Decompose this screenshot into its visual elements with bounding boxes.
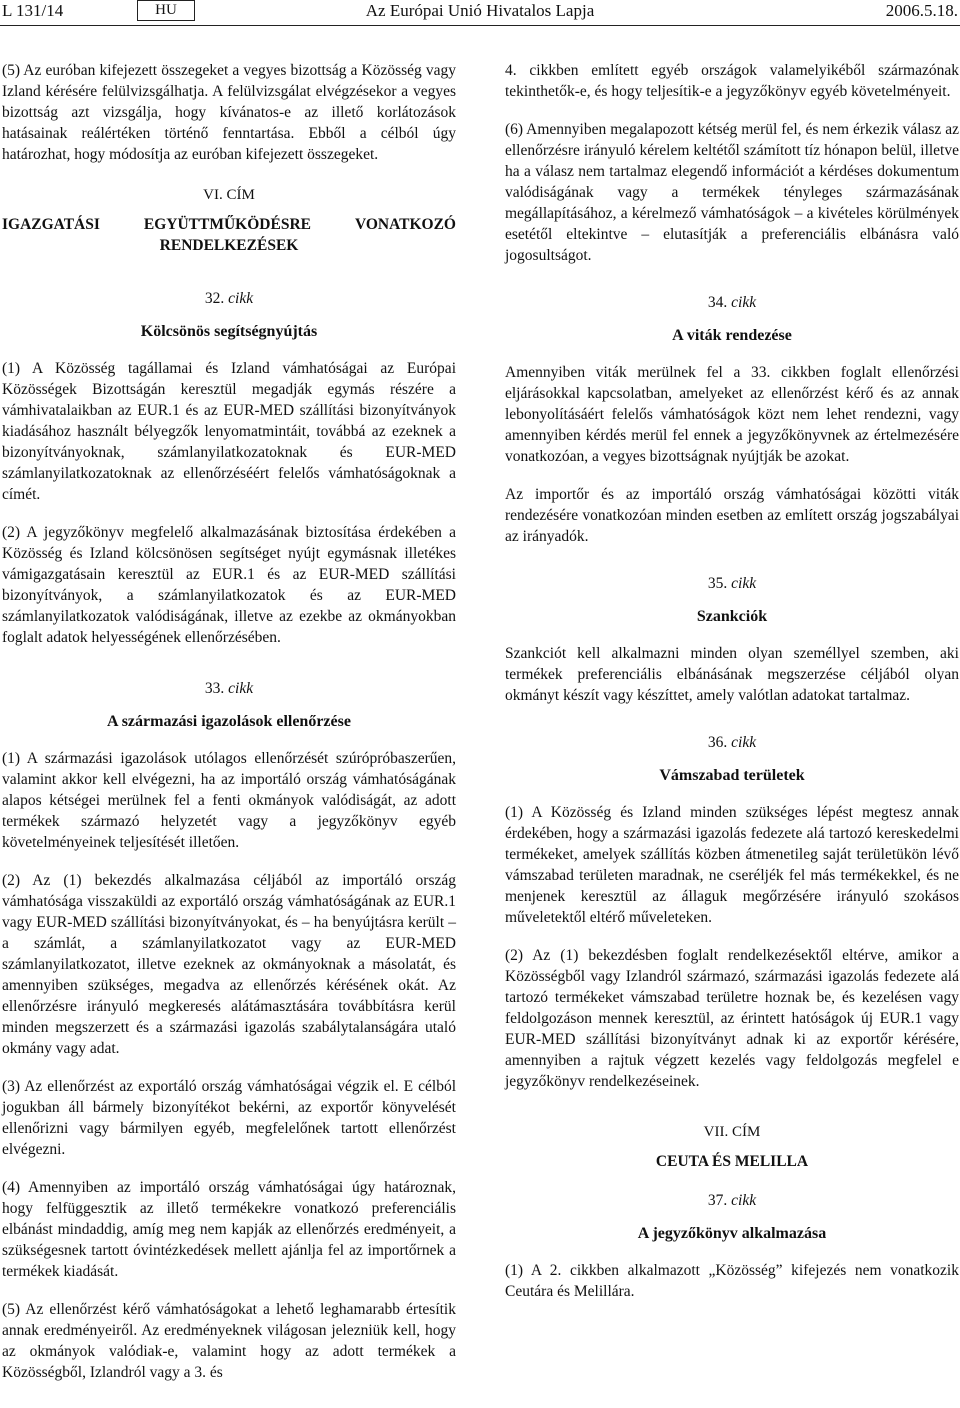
paragraph-5: (5) Az euróban kifejezett összegeket a vegyes bizottság a Közösség vagy Izland kérésére felülvizsgálhatja. A felülvizsgálat elvégzésekor a vegyes bizottság azt vizsgálja, hogy kívánatos-e az illető korlátozások hatásainak reálértéken történő fenntartása. Ebből a célból úgy határozhat, hogy módosítja az euróban kifejezett összegeket.	[2, 62, 456, 163]
right-column	[505, 60, 959, 1319]
continued-paragraph: 4. cikkben említett egyéb országok valamelyikéből származónak tekinthetők-e, és hogy teljesítik-e a jegyzőkönyv egyéb követelményeit.	[505, 62, 959, 100]
chapter-title-word-1: IGAZGATÁSI	[2, 216, 100, 233]
article-32-paragraph-2: (2) A jegyzőkönyv megfelelő alkalmazásának biztosítása érdekében a Közösség és Izland kölcsönösen segítséget nyújt egymásnak illetékes vámigazgatásain keresztül az EUR.1 és az EUR-MED szállítási bizonyítványok, a számlanyilatkozatok és az EUR-MED számlanyilatkozatok valódiságának, illetve az ezekbe az okmányokban foglalt adatok helyességének ellenőrzésében.	[2, 524, 456, 646]
journal-title: Az Európai Unió Hivatalos Lapja	[365, 1, 595, 20]
article-32-number: 32. cikk	[204, 290, 254, 307]
page-header	[0, 0, 960, 24]
chapter-title-line	[2, 214, 456, 235]
article-33-paragraph-3: (3) Az ellenőrzést az exportáló ország vámhatóságai végzik el. E célból jogukban áll bármely bizonyítékot bekérni, az exportőr könyvelését ellenőrizni vagy bármilyen egyéb, megfelelőnek tartott ellenőrzést elvégezni.	[2, 1078, 456, 1158]
chapter-7-number: VII. CÍM	[703, 1124, 761, 1140]
article-36-title: Vámszabad területek	[659, 767, 805, 784]
article-37-number: 37. cikk	[707, 1192, 757, 1209]
chapter-title-word-3: VONATKOZÓ	[354, 216, 456, 233]
article-32-paragraph-1: (1) A Közösség tagállamai és Izland vámhatóságai az Európai Közösségek Bizottságán keresztül megadják egymás részére a vámhivatalaikban az EUR.1 és az EUR-MED szállítási bizonyítványok kiadásához használt bélyegzők lenyomatmintáit, továbbá az ezeknek a bizonyítványoknak, számlanyilatkozatoknak és EUR-MED számlanyilatkozatoknak az ellenőrzéséért felelős vámhatóságoknak a címét.	[2, 360, 456, 503]
chapter-title-word-4: RENDELKEZÉSEK	[159, 237, 299, 254]
article-34-number: 34. cikk	[707, 294, 757, 311]
page-reference: L 131/14	[2, 1, 64, 20]
article-36-paragraph-1: (1) A Közösség és Izland minden szükséges lépést megtesz annak érdekében, hogy a származási igazolás fedezete alá tartozó kereskedelmi termékeket, amelyek szállítás közben átmenetileg saját területükön lévő vámszabad területen maradnak, ne cseréljék fel más termékekkel, és ne menjenek keresztül az állaguk megőrzésére irányuló szokásos műveletektől eltérő műveleteken.	[505, 804, 959, 926]
left-column	[2, 60, 456, 1400]
language-code-box: HU	[137, 0, 195, 21]
article-36-paragraph-2: (2) Az (1) bekezdésben foglalt rendelkezésektől eltérve, amikor a Közösségből vagy Izlandról származó, származási igazolás fedezete alá tartozó termékeket vámszabad területre hoznak be, és kezelésen vagy feldolgozáson mennek keresztül, az érintett hatóságok új EUR.1 vagy EUR-MED szállítási bizonyítványt adnak ki az exportőr kérésére, amennyiben a rajtuk végzett kezelés vagy feldolgozás megfelel e jegyzőkönyv rendelkezéseinek.	[505, 947, 959, 1090]
article-33-number: 33. cikk	[204, 680, 254, 697]
article-34-title: A viták rendezése	[672, 327, 792, 344]
paragraph-6: (6) Amennyiben megalapozott kétség merül fel, és nem érkezik válasz az ellenőrzésre irányuló kérelem keltétől számított tíz hónapon belül, illetve ha a válasz nem tartalmaz elegendő információt a kérdéses dokumentum valódiságának vagy a termékek tényleges származásának megállapításához, a kérelmező vámhatóságok – a kivételes körülmények esetétől eltekintve – elutasítják a preferenciális elbánásra való jogosultságot.	[505, 121, 959, 264]
article-36-number: 36. cikk	[707, 734, 757, 751]
article-35-paragraph-1: Szankciót kell alkalmazni minden olyan személlyel szemben, aki termékek preferenciális elbánásának megszerzése céljából olyan okmányt készít vagy készíttet, amely valótlan adatokat tartalmaz.	[505, 645, 959, 704]
chapter-7-title: CEUTA ÉS MELILLA	[655, 1153, 809, 1170]
article-34-paragraph-2: Az importőr és az importáló ország vámhatóságai közötti viták rendezésére vonatkozóan minden esetben az említett ország jogszabályai az irányadók.	[505, 486, 959, 545]
chapter-title-word-2: EGYÜTTMŰKÖDÉSRE	[143, 216, 311, 233]
publication-date: 2006.5.18.	[885, 1, 958, 20]
article-33-paragraph-2: (2) Az (1) bekezdés alkalmazása céljából az importáló ország vámhatósága visszaküldi az exportáló ország vámhatóságának az EUR.1 vagy EUR-MED szállítási bizonyítványokat, és – ha benyújtásra került – a számlát, a számlanyilatkozatot vagy az EUR-MED számlanyilatkozatot, illetve ezeknek az okmányoknak a másolatát, és amennyiben szükséges, megadva az ellenőrzés kérésének okát. Az ellenőrzésre irányuló megkeresés alátámasztására továbbításra kerül minden megszerzett és a származási igazolás szabálytalanságára utaló okmány vagy adat.	[2, 872, 456, 1057]
article-33-paragraph-4: (4) Amennyiben az importáló ország vámhatóságai úgy határoznak, hogy felfüggesztik az illető termékekre vonatkozó preferenciális elbánást mindaddig, amíg meg nem kapják az ellenőrzés eredményeit, a szükségesnek tartott óvintézkedések mellett ajánlja fel az importőrnek a termékek kiadását.	[2, 1179, 456, 1280]
article-33-title: A származási igazolások ellenőrzése	[107, 713, 351, 730]
article-34-paragraph-1: Amennyiben viták merülnek fel a 33. cikkben foglalt ellenőrzési eljárásokkal kapcsolatban, amelyeket az ellenőrzést kérő és az annak lebonyolításáért felelős vámhatóságok közt nem lehet rendezni, vagy amennyiben kérdés merül fel ennek a jegyzőkönyvnek az értelmezésére vonatkozóan, a vegyes bizottságnak nyújtják be azokat.	[505, 364, 959, 465]
header-rule	[0, 25, 960, 26]
article-33-paragraph-1: (1) A származási igazolások utólagos ellenőrzését szúrópróbaszerűen, valamint akkor kell elvégezni, ha az importáló ország vámhatóságának alapos kétségei merülnek fel a fenti okmányok valódiságát, az adott termékek származó helyzetét vagy a jegyzőkönyv egyéb követelményeinek teljesítését illetően.	[2, 750, 456, 851]
article-35-title: Szankciók	[696, 608, 768, 625]
article-35-number: 35. cikk	[707, 575, 757, 592]
article-37-paragraph-1: (1) A 2. cikkben alkalmazott „Közösség” kifejezés nem vonatkozik Ceutára és Melillára.	[505, 1262, 959, 1300]
article-32-title: Kölcsönös segítségnyújtás	[140, 323, 318, 340]
article-33-paragraph-5: (5) Az ellenőrzést kérő vámhatóságokat a lehető leghamarabb értesítik annak eredményeiről. Az eredményeknek világosan jelezniük kell, hogy az okmányok valódiak-e, valamint hogy az adott termékek a Közösségből, Izlandról vagy a 3. és	[2, 1301, 456, 1381]
chapter-number: VI. CÍM	[203, 187, 255, 203]
article-37-title: A jegyzőkönyv alkalmazása	[637, 1225, 827, 1242]
